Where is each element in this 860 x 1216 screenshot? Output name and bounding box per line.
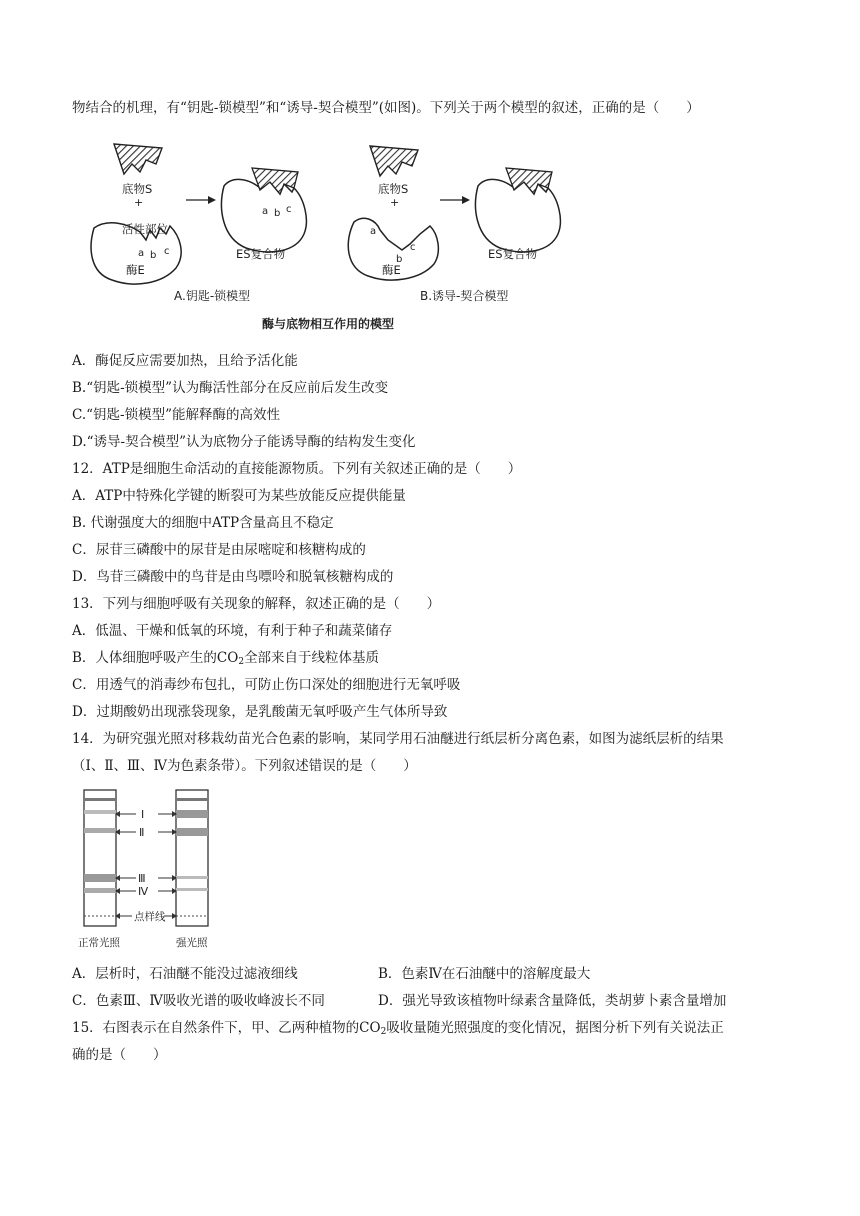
substrate-b-shape <box>370 146 418 176</box>
enzyme-b-label: 酶E <box>382 263 401 277</box>
site-b-b: b <box>396 254 403 265</box>
q13-option-b-post: 全部来自于线粒体基质 <box>244 650 380 666</box>
right-band-3 <box>176 876 208 879</box>
q14-stem-line2: （Ⅰ、Ⅱ、Ⅲ、Ⅳ为色素条带）。下列叙述错误的是（ ） <box>72 758 417 774</box>
active-site-label: 活性部位 <box>122 222 168 236</box>
strip-left-label: 正常光照 <box>78 937 120 949</box>
q11-stem: 物结合的机理，有“钥匙-锁模型”和“诱导-契合模型”(如图)。下列关于两个模型的叙述，正确的是（ ） <box>72 100 700 116</box>
substrate-a-shape <box>114 144 162 174</box>
site-b-a: a <box>370 226 377 237</box>
q15-stem-sub: 2 <box>380 1027 387 1037</box>
q11-option-c: C.“钥匙-锁模型”能解释酶的高效性 <box>72 407 281 423</box>
origin-line-label: 点样线 <box>134 911 166 923</box>
q14-option-d: D．强光导致该植物叶绿素含量降低，类胡萝卜素含量增加 <box>378 993 727 1009</box>
q12-option-c: C．尿苷三磷酸中的尿苷是由尿嘧啶和核糖构成的 <box>72 542 366 558</box>
left-band-3 <box>84 874 116 882</box>
strip-right-label: 强光照 <box>176 937 208 949</box>
q15-stem-pre: 15．右图表示在自然条件下，甲、乙两种植物的CO <box>72 1020 381 1036</box>
enzyme-a-label: 酶E <box>126 263 145 277</box>
right-band-2 <box>176 828 208 836</box>
right-band-4 <box>176 888 208 891</box>
site-a-b: b <box>150 250 157 261</box>
q13-option-c: C．用透气的消毒纱布包扎，可防止伤口深处的细胞进行无氧呼吸 <box>72 677 461 693</box>
es-complex-b-shape <box>476 179 561 252</box>
band-label-4: Ⅳ <box>138 885 149 898</box>
q12-option-a: A．ATP中特殊化学键的断裂可为某些放能反应提供能量 <box>72 488 406 504</box>
arrow-a-icon <box>208 196 216 204</box>
plus-b: + <box>390 196 400 209</box>
q14-option-c: C．色素Ⅲ、Ⅳ吸收光谱的吸收峰波长不同 <box>72 993 325 1009</box>
q14-stem-line1: 14．为研究强光照对移栽幼苗光合色素的影响，某同学用石油醚进行纸层析分离色素，如图为滤纸层析的结果 <box>72 731 724 747</box>
q12-stem: 12．ATP是细胞生命活动的直接能源物质。下列有关叙述正确的是（ ） <box>72 461 522 477</box>
enzyme-model-figure <box>84 138 564 334</box>
site-a-c: c <box>164 246 170 257</box>
band-label-2: Ⅱ <box>139 826 145 839</box>
es-a-site-a: a <box>262 206 269 217</box>
substrate-b-label: 底物S <box>378 182 409 196</box>
figure-caption: 酶与底物相互作用的模型 <box>262 317 395 331</box>
q14-option-a: A．层析时，石油醚不能没过滤液细线 <box>72 966 298 982</box>
right-band-1 <box>176 810 208 818</box>
arrow-b-icon <box>462 196 470 204</box>
q13-option-b-pre: B．人体细胞呼吸产生的CO <box>72 650 239 666</box>
es-label-b: ES复合物 <box>488 247 538 261</box>
q13-option-d: D．过期酸奶出现涨袋现象，是乳酸菌无氧呼吸产生气体所导致 <box>72 704 448 720</box>
q13-stem: 13．下列与细胞呼吸有关现象的解释，叙述正确的是（ ） <box>72 596 441 612</box>
q12-option-d: D．鸟苷三磷酸中的鸟苷是由鸟嘌呤和脱氧核糖构成的 <box>72 569 394 585</box>
model-a-caption: A.钥匙-锁模型 <box>174 289 251 303</box>
q11-option-a: A．酶促反应需要加热，且给予活化能 <box>72 353 298 369</box>
site-a-a: a <box>138 248 145 259</box>
q13-option-b <box>72 649 379 671</box>
q11-option-d: D.“诱导-契合模型”认为底物分子能诱导酶的结构发生变化 <box>72 434 416 450</box>
es-a-site-b: b <box>274 208 281 219</box>
es-label-a: ES复合物 <box>236 247 286 261</box>
q14-option-b: B．色素Ⅳ在石油醚中的溶解度最大 <box>378 966 591 982</box>
substrate-a-label: 底物S <box>122 182 153 196</box>
q15-stem <box>72 1019 724 1041</box>
q12-option-b: B. 代谢强度大的细胞中ATP含量高且不稳定 <box>72 515 334 531</box>
model-b-caption: B.诱导-契合模型 <box>420 289 509 303</box>
band-label-3: Ⅲ <box>138 872 146 885</box>
left-band-4 <box>84 888 116 893</box>
chromatography-figure <box>76 784 240 954</box>
q13-option-b-sub: 2 <box>238 657 245 667</box>
q15-stem-line2: 确的是（ ） <box>72 1047 167 1063</box>
es-a-site-c: c <box>286 204 292 215</box>
q11-option-b: B.“钥匙-锁模型”认为酶活性部分在反应前后发生改变 <box>72 380 389 396</box>
left-band-2 <box>84 828 116 833</box>
left-band-1 <box>84 810 116 814</box>
q15-stem-post: 吸收量随光照强度的变化情况，据图分析下列有关说法正 <box>386 1020 724 1036</box>
plus-a: + <box>134 196 144 209</box>
band-label-1: Ⅰ <box>141 808 145 821</box>
site-b-c: c <box>410 242 416 253</box>
q13-option-a: A．低温、干燥和低氧的环境，有利于种子和蔬菜储存 <box>72 623 393 639</box>
